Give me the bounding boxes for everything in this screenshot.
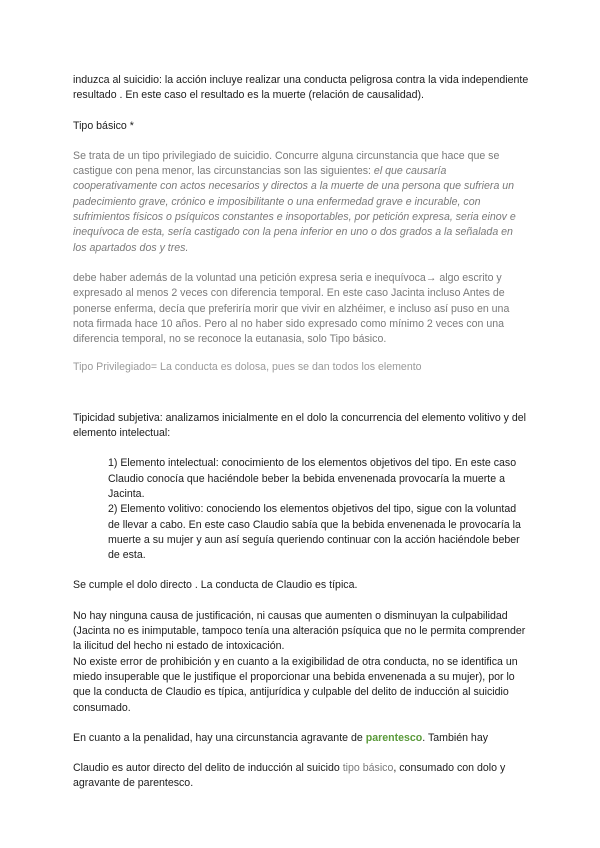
- privilegiado-intro-text: Se trata de un tipo privilegiado de suicidio. Concurre alguna circunstancia que hace que se castigue con pena menor, las circunstancias son las siguientes:: [73, 149, 500, 178]
- paragraph-conclusion-autor: [73, 761, 529, 792]
- penalidad-post-text: . También hay: [422, 731, 489, 744]
- paragraph-dolo-directo: Se cumple el dolo directo . La conducta de Claudio es típica.: [73, 579, 358, 592]
- elements-list: [73, 456, 529, 563]
- parentesco-highlight: parentesco: [365, 731, 423, 744]
- privilegiado-italic-text: el que causaría cooperativamente con actos necesarios y directos a la muerte de una persona que sufriera un padecimiento grave, crónico e imposibilitante o una enfermedad grave e incurable, con sufrimientos físicos o psíquicos constantes e insoportables, por petición expresa, seria einov e inequívoca de esta, sería castigado con la pena inferior en uno o dos grados a la señalada en los apartados dos y tres.: [73, 165, 516, 254]
- paragraph-tipicidad-subjetiva: Tipicidad subjetiva: analizamos inicialmente en el dolo la concurrencia del elemento volitivo y del elemento intelectual:: [73, 411, 527, 440]
- conclusion-text: Claudio es autor directo del delito de inducción al suicido: [73, 762, 343, 775]
- paragraph-error-prohibicion: No existe error de prohibición y en cuanto a la exigibilidad de otra conducta, no se identifica un miedo insuperable que le justifique el proporcionar una bebida envenenada a su mujer), por lo que la conducta de Claudio es típica, antijurídica y culpable del delito de inducción al suicidio consumado.: [73, 655, 518, 714]
- paragraph-tipo-privilegiado-definicion: [73, 149, 529, 256]
- tipo-basico-highlight: tipo básico: [342, 762, 394, 775]
- paragraph-tipo-privilegiado-conclusion: Tipo Privilegiado= La conducta es dolosa, pues se dan todos los elemento: [73, 361, 422, 374]
- paragraph-peticion-expresa: debe haber además de la voluntad una petición expresa seria e inequívoca→ algo escrito y expresado al menos 2 veces con diferencia temporal. En este caso Jacinta incluso Antes de ponerse enferma, decía que preferiría morir que vivir en alzhéimer, e incluso así puso en una nota firmada hace 10 años. Pero al no haber sido expresado como mínimo 2 veces con una diferencia temporal, no se reconoce la eutanasia, solo Tipo básico.: [73, 271, 510, 346]
- paragraph-penalidad: [73, 731, 529, 746]
- document-page: [73, 73, 529, 792]
- list-item-elemento-volitivo: 2) Elemento volitivo: conociendo los elementos objetivos del tipo, sigue con la voluntad de llevar a cabo. En este caso Claudio sabía que la bebida envenenada le provocaría la muerte a su mujer y aun así seguía queriendo continuar con la acción haciéndole beber de esta.: [108, 503, 521, 562]
- paragraph-induccion: induzca al suicidio: la acción incluye realizar una conducta peligrosa contra la vida independiente resultado . En este caso el resultado es la muerte (relación de causalidad).: [73, 74, 529, 102]
- penalidad-text: En cuanto a la penalidad, hay una circunstancia agravante de: [73, 731, 366, 744]
- list-item-elemento-intelectual: 1) Elemento intelectual: conocimiento de los elementos objetivos del tipo. En este caso Claudio conocía que haciéndole beber la bebida envenenada provocaría la muerte a Jacinta.: [108, 457, 517, 500]
- conclusion-post-text: , consumado con dolo y agravante de parentesco.: [73, 762, 506, 790]
- heading-tipo-basico: Tipo básico *: [73, 119, 134, 132]
- paragraph-causa-justificacion: No hay ninguna causa de justificación, ni causas que aumenten o disminuyan la culpabilidad (Jacinta no es inimputable, tampoco tenía una alteración psíquica que no le permita comprender la ilicitud del hecho ni estado de intoxicación.: [73, 609, 526, 653]
